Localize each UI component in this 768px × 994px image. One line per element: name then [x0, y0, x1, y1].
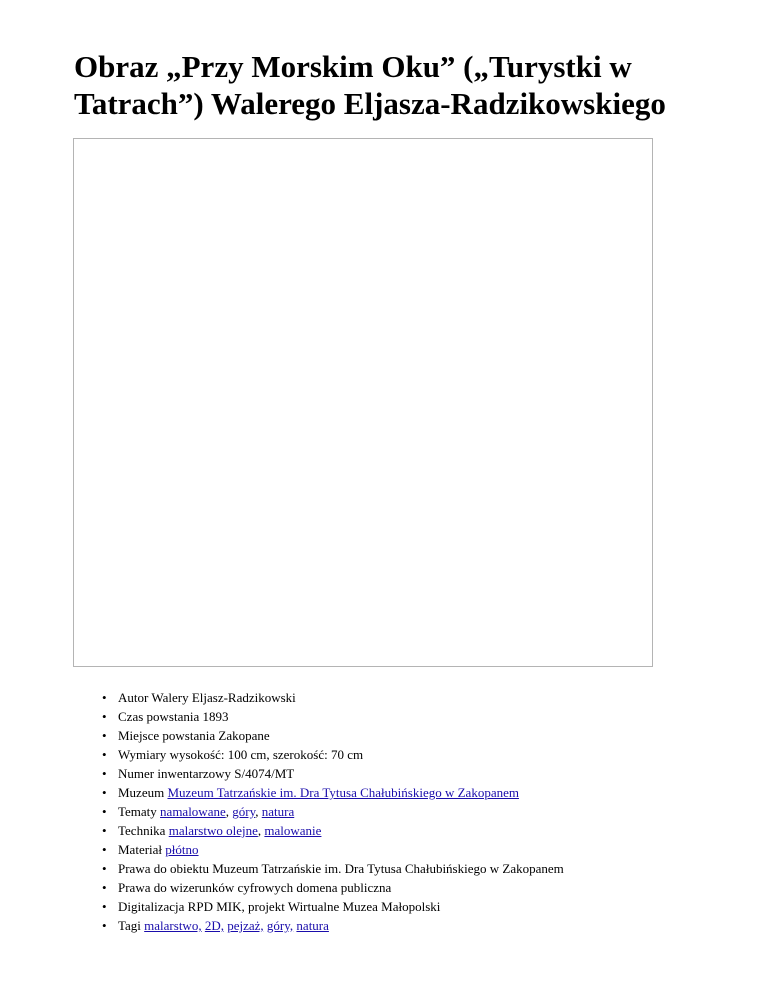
metadata-list	[74, 688, 564, 935]
muzeum-link[interactable]: Muzeum Tatrzańskie im. Dra Tytusa Chałubińskiego w Zakopanem	[167, 785, 519, 800]
prawa-obiekt-label: Prawa do obiektu	[118, 861, 209, 876]
list-item-technika: • Technika malarstwo olejne, malowanie	[118, 821, 564, 840]
prawa-obiekt-value: Muzeum Tatrzańskie im. Dra Tytusa Chałubińskiego w Zakopanem	[212, 861, 564, 876]
tag-link-gory[interactable]: góry,	[266, 918, 294, 933]
artwork-image-placeholder	[73, 138, 653, 667]
tematy-link-gory[interactable]: góry	[232, 804, 256, 819]
tag-link-pejzaz[interactable]: pejzaż,	[227, 918, 264, 933]
list-item-numer-inwentarzowy	[118, 764, 564, 783]
autor-value: Walery Eljasz-Radzikowski	[151, 690, 296, 705]
wymiary-label: Wymiary	[118, 747, 167, 762]
muzeum-label: Muzeum	[118, 785, 165, 800]
wymiary-value: wysokość: 100 cm, szerokość: 70 cm	[169, 747, 364, 762]
prawa-cyfrowe-label: Prawa do wizerunków cyfrowych	[118, 880, 294, 895]
prawa-cyfrowe-value: domena publiczna	[296, 880, 392, 895]
list-item-prawa-do-obiektu	[118, 859, 564, 878]
list-item-prawa-do-wizerunkow	[118, 878, 564, 897]
tag-link-malarstwo[interactable]: malarstwo,	[144, 918, 202, 933]
miejsce-label: Miejsce powstania	[118, 728, 216, 743]
technika-link-malarstwo-olejne[interactable]: malarstwo olejne	[168, 823, 258, 838]
tag-link-2d[interactable]: 2D,	[204, 918, 224, 933]
tematy-link-natura[interactable]: natura	[261, 804, 295, 819]
numer-value: S/4074/MT	[234, 766, 295, 781]
list-item-material	[118, 840, 564, 859]
list-item-miejsce-powstania	[118, 726, 564, 745]
digitalizacja-label: Digitalizacja	[118, 899, 185, 914]
list-item-tematy: • Tematy namalowane, góry, natura	[118, 802, 564, 821]
technika-label: Technika	[118, 823, 166, 838]
list-item-muzeum	[118, 783, 564, 802]
numer-label: Numer inwentarzowy	[118, 766, 231, 781]
material-label: Materiał	[118, 842, 163, 857]
technika-link-malowanie[interactable]: malowanie	[264, 823, 322, 838]
list-item-digitalizacja	[118, 897, 564, 916]
czas-label: Czas powstania	[118, 709, 200, 724]
list-item-tagi	[118, 916, 564, 935]
tematy-link-namalowane[interactable]: namalowane	[160, 804, 226, 819]
digitalizacja-value: RPD MIK, projekt Wirtualne Muzea Małopolski	[187, 899, 441, 914]
autor-label: Autor	[118, 690, 149, 705]
page-title: Obraz „Przy Morskim Oku” („Turystki w Tatrach”) Walerego Eljasza-Radzikowskiego	[74, 49, 666, 121]
miejsce-value: Zakopane	[218, 728, 270, 743]
list-item-wymiary	[118, 745, 564, 764]
tematy-label: Tematy	[118, 804, 157, 819]
czas-value: 1893	[202, 709, 229, 724]
material-link-plotno[interactable]: płótno	[165, 842, 199, 857]
list-item-autor	[118, 688, 564, 707]
tagi-label: Tagi	[118, 918, 141, 933]
list-item-czas-powstania	[118, 707, 564, 726]
tag-link-natura[interactable]: natura	[296, 918, 329, 933]
